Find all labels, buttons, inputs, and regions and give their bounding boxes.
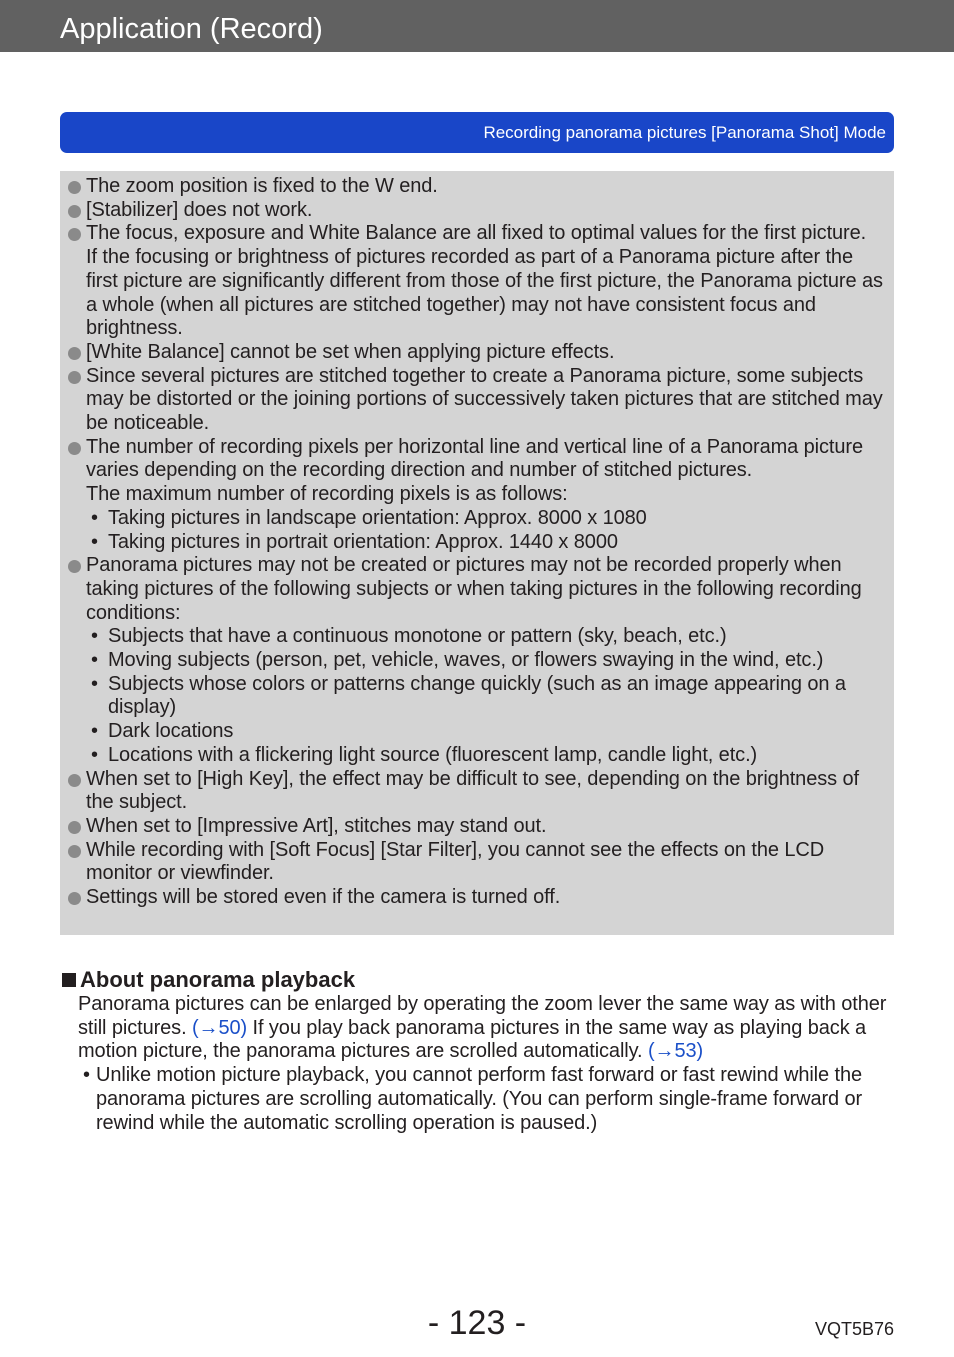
page-title: Application (Record) (60, 13, 323, 45)
page-link-50[interactable]: (→50) (192, 1016, 248, 1039)
note-text: [Stabilizer] does not work. (86, 198, 313, 221)
note-item (68, 341, 890, 365)
note-sub-item (86, 720, 890, 744)
playback-sub-text: Unlike motion picture playback, you cannot perform fast forward or fast rewind while the panorama pictures are scrolling automatically. (You can perform single-frame forward or rewind while the automatic scrolling operation is paused.) (96, 1064, 863, 1134)
round-bullet-icon (68, 181, 81, 194)
note-sub-item (86, 507, 890, 531)
sub-bullet-dot: • (91, 743, 98, 766)
note-sub-item (86, 649, 890, 673)
note-item (68, 815, 890, 839)
note-text: When set to [Impressive Art], stitches may stand out. (86, 814, 547, 837)
playback-text-1: Panorama pictures can be enlarged by operating the zoom lever the same way as with other still pictures. (78, 993, 887, 1039)
note-sub-text: Subjects whose colors or patterns change quickly (such as an image appearing on a display) (108, 672, 846, 719)
note-sub-text: Taking pictures in portrait orientation: Approx. 1440 x 8000 (108, 530, 618, 553)
section-title: Recording panorama pictures [Panorama Shot] Mode (483, 123, 886, 142)
note-sub-item (86, 625, 890, 649)
note-sub-text: Locations with a flickering light source (fluorescent lamp, candle light, etc.) (108, 743, 758, 766)
round-bullet-icon (68, 442, 81, 455)
note-item (68, 175, 890, 199)
playback-heading-text: About panorama playback (80, 967, 356, 992)
note-item (68, 365, 890, 436)
round-bullet-icon (68, 821, 81, 834)
note-text: Settings will be stored even if the camera is turned off. (86, 886, 561, 909)
round-bullet-icon (68, 892, 81, 905)
note-item (68, 222, 890, 341)
header-bar (0, 0, 954, 52)
playback-section (60, 967, 900, 1135)
note-item (68, 554, 890, 767)
notes-box (60, 171, 894, 935)
round-bullet-icon (68, 560, 81, 573)
playback-body (60, 993, 900, 1064)
note-text: Since several pictures are stitched together to create a Panorama picture, some subjects may be distorted or the joining portions of successively taken pictures that are stitched may be noticeable. (86, 364, 883, 435)
note-text: The number of recording pixels per horizontal line and vertical line of a Panorama picture varies depending on the recording direction and number of stitched pictures. (86, 435, 863, 482)
note-item (68, 839, 890, 886)
note-text: Panorama pictures may not be created or pictures may not be recorded properly when taking pictures of the following subjects or when taking pictures in the following recording conditions: (86, 554, 862, 624)
note-text: When set to [High Key], the effect may be difficult to see, depending on the brightness of the subject. (86, 767, 859, 814)
note-text: While recording with [Soft Focus] [Star Filter], you cannot see the effects on the LCD monitor or viewfinder. (86, 838, 825, 885)
note-item (68, 768, 890, 815)
sub-bullet-dot: • (91, 530, 98, 553)
note-text: The maximum number of recording pixels is as follows: (86, 483, 568, 506)
note-sub-text: Subjects that have a continuous monotone or pattern (sky, beach, etc.) (108, 625, 727, 648)
playback-sub-item (60, 1064, 900, 1135)
round-bullet-icon (68, 774, 81, 787)
note-text: If the focusing or brightness of pictures recorded as part of a Panorama picture after the first picture are significantly different from those of the first picture, the Panorama picture as a whole (when all pictures are stitched together) may not have consistent focus and brightness. (86, 246, 883, 340)
note-sub-item (86, 673, 890, 720)
model-code: VQT5B76 (814, 1319, 894, 1339)
round-bullet-icon (68, 205, 81, 218)
square-bullet-icon (62, 973, 76, 987)
sub-bullet-dot: • (91, 649, 98, 672)
note-text: The zoom position is fixed to the W end. (86, 175, 438, 197)
playback-text-2: If you play back panorama pictures in the same way as playing back a motion picture, the panorama pictures are scrolled automatically. (78, 1016, 867, 1063)
note-item (68, 886, 890, 910)
round-bullet-icon (68, 371, 81, 384)
note-text: The focus, exposure and White Balance are all fixed to optimal values for the first picture. (86, 222, 867, 245)
round-bullet-icon (68, 845, 81, 858)
round-bullet-icon (68, 228, 81, 241)
note-sub-text: Taking pictures in landscape orientation: Approx. 8000 x 1080 (108, 506, 647, 529)
note-sub-text: Moving subjects (person, pet, vehicle, waves, or flowers swaying in the wind, etc.) (108, 649, 824, 672)
note-sub-item (86, 744, 890, 768)
notes-list (68, 175, 890, 910)
note-text: [White Balance] cannot be set when applying picture effects. (86, 340, 615, 363)
sub-bullet-dot: • (91, 506, 98, 529)
section-banner (60, 112, 894, 153)
playback-heading (60, 967, 900, 993)
sub-bullet-dot: • (91, 672, 98, 695)
sub-bullet-dot: • (83, 1064, 90, 1087)
sub-bullet-dot: • (91, 720, 98, 743)
page-number: - 123 - (427, 1304, 527, 1342)
round-bullet-icon (68, 347, 81, 360)
note-item (68, 199, 890, 223)
page-link-53[interactable]: (→53) (647, 1040, 704, 1063)
note-item (68, 436, 890, 555)
sub-bullet-dot: • (91, 625, 98, 648)
note-sub-item (86, 531, 890, 555)
note-sub-text: Dark locations (108, 720, 234, 743)
